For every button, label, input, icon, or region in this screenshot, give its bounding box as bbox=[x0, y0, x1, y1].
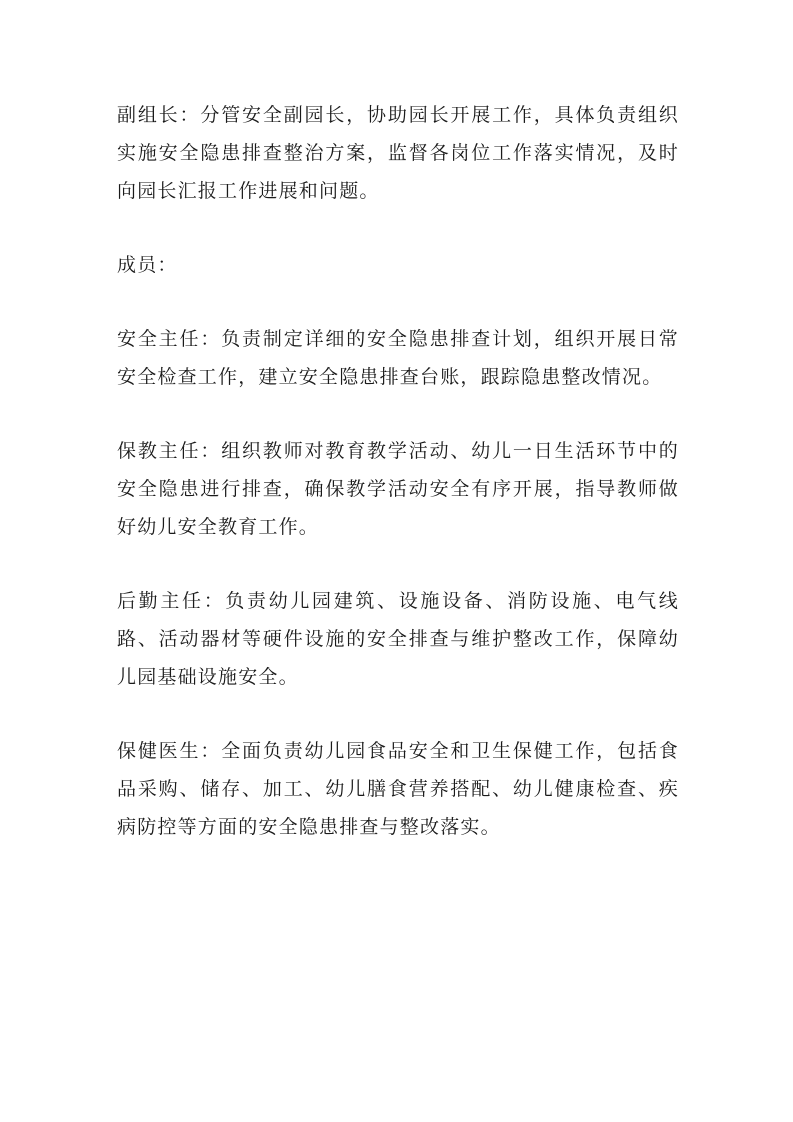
document-body bbox=[117, 96, 679, 882]
paragraph-members-heading: 成员： bbox=[117, 254, 178, 276]
paragraph-deputy-leader: 副组长：分管安全副园长，协助园长开展工作，具体负责组织实施安全隐患排查整治方案，监督各岗位工作落实情况，及时向园长汇报工作进展和问题。 bbox=[117, 104, 679, 202]
paragraph-logistics-director: 后勤主任：负责幼儿园建筑、设施设备、消防设施、电气线路、活动器材等硬件设施的安全排查与维护整改工作，保障幼儿园基础设施安全。 bbox=[117, 590, 679, 688]
paragraph-education-director: 保教主任：组织教师对教育教学活动、幼儿一日生活环节中的安全隐患进行排查，确保教学活动安全有序开展，指导教师做好幼儿安全教育工作。 bbox=[117, 440, 679, 538]
paragraph-safety-director: 安全主任：负责制定详细的安全隐患排查计划，组织开展日常安全检查工作，建立安全隐患排查台账，跟踪隐患整改情况。 bbox=[117, 328, 679, 388]
paragraph-health-doctor: 保健医生：全面负责幼儿园食品安全和卫生保健工作，包括食品采购、储存、加工、幼儿膳食营养搭配、幼儿健康检查、疾病防控等方面的安全隐患排查与整改落实。 bbox=[117, 740, 679, 838]
